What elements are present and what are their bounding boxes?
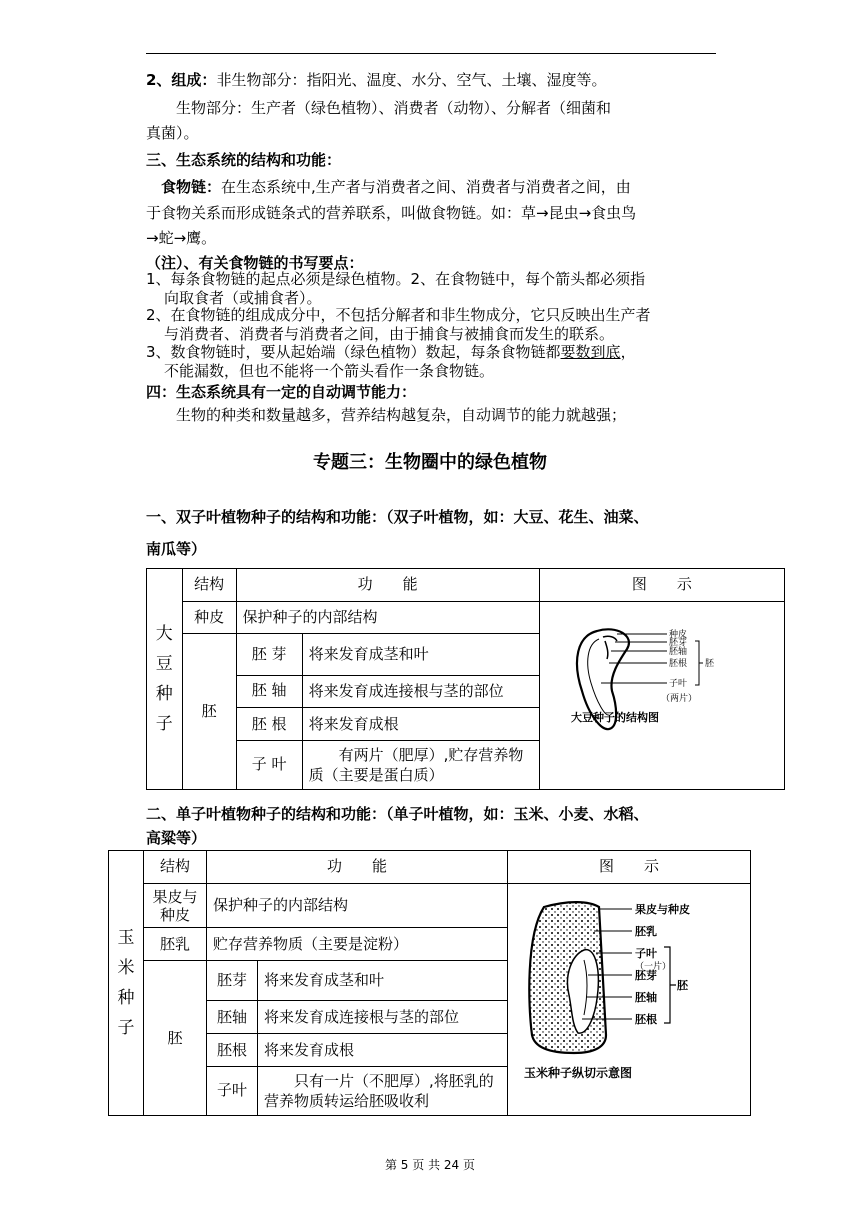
label-hypocotyl: 胚轴 [635,991,657,1005]
monocot-caption: 玉米种子纵切示意图 [524,1066,633,1081]
label-plumule: 胚芽 [635,969,657,983]
label-cotyledon: 子叶 [635,947,657,961]
dicot-col-function: 功 能 [236,569,539,602]
monocot-part-hypocotyl: 胚轴 [207,1001,258,1034]
foodchain-line-3: →蛇→鹰。 [146,229,217,247]
label-seed-coat: 种皮 [668,630,687,641]
monocot-fn-hypocotyl: 将来发育成连接根与茎的部位 [258,1001,508,1034]
monocot-table [108,850,751,1116]
monocot-heading-cont: 高粱等） [146,829,207,847]
page-total: 24 [443,1158,460,1172]
underlined-text: 要数到底 [560,343,621,361]
monocot-col-function: 功 能 [207,851,508,884]
label-embryo: 胚 [704,659,714,670]
label-radicle: 胚根 [635,1013,657,1027]
monocot-col-figure: 图 示 [508,851,751,884]
monocot-fn-radicle: 将来发育成根 [258,1034,508,1067]
dicot-part-radicle: 胚 根 [236,708,302,741]
dicot-heading: 一、双子叶植物种子的结构和功能：（双子叶植物，如：大豆、花生、油菜、 [146,508,649,526]
topic-title: 专题三：生物圈中的绿色植物 [313,452,547,473]
dicot-fn-hypocotyl: 将来发育成连接根与茎的部位 [302,675,539,708]
note-2b: 与消费者、消费者与消费者之间，由于捕食与被捕食而发生的联系。 [164,325,615,343]
dicot-figure [539,601,784,789]
monocot-part-cotyledon: 子叶 [207,1066,258,1115]
label-plumule: 胚芽 [668,638,687,649]
label-radicle: 胚根 [668,659,687,670]
dicot-caption: 大豆种子的结构图 [570,711,659,725]
dicot-embryo: 胚 [182,634,236,790]
page-footer: 第 5 页 共 24 页 [384,1158,476,1172]
monocot-figure [508,883,751,1115]
monocot-fn-plumule: 将来发育成茎和叶 [258,961,508,1001]
dicot-fn-plumule: 将来发育成茎和叶 [302,634,539,675]
note-1b: 向取食者（或捕食者）。 [164,289,322,307]
foodchain-line-2: 于食物关系而形成链条式的营养联系，叫做食物链。如：草→昆虫→食虫鸟 [146,204,637,222]
label-cotyledon: 子叶 [668,679,687,690]
dicot-seed-name: 大 豆 种 子 [147,569,183,790]
dicot-seed-coat: 种皮 [182,601,236,634]
monocot-col-structure: 结构 [144,851,207,884]
dicot-heading-cont: 南瓜等） [146,540,207,558]
foodchain-term: 食物链： [161,178,222,196]
regulation-text: 生物的种类和数量越多，营养结构越复杂，自动调节的能力就越强； [176,406,627,424]
label-two-pieces: （两片） [660,694,697,705]
label-one-piece: （一片） [635,962,672,973]
composition-living: 生物部分：生产者（绿色植物）、消费者（动物）、分解者（细菌和 [176,99,612,117]
page-number: 5 [400,1158,409,1172]
label-hypocotyl: 胚轴 [668,647,687,658]
notes-heading: （注）、有关食物链的书写要点： [146,254,364,272]
dicot-table [146,568,785,790]
dicot-part-cotyledon: 子 叶 [236,740,302,789]
foodchain-line-1: 食物链：在生态系统中,生产者与消费者之间、消费者与消费者之间，由 [161,178,631,196]
monocot-fn-cotyledon: 只有一片（不肥厚）,将胚乳的营养物质转运给胚吸收利 [258,1066,508,1115]
composition-heading: 2、组成： [146,71,217,89]
monocot-endosperm-fn: 贮存营养物质（主要是淀粉） [207,928,508,961]
dicot-part-hypocotyl: 胚 轴 [236,675,302,708]
monocot-embryo: 胚 [144,961,207,1116]
monocot-part-radicle: 胚根 [207,1034,258,1067]
dicot-col-structure: 结构 [182,569,236,602]
note-3b: 不能漏数，但也不能将一个箭头看作一条食物链。 [164,362,495,380]
label-pericarp: 果皮与种皮 [635,903,690,917]
monocot-pericarp-fn: 保护种子的内部结构 [207,883,508,928]
monocot-endosperm: 胚乳 [144,928,207,961]
composition-line [146,68,718,93]
label-embryo: 胚 [677,979,688,993]
dicot-fn-cotyledon: 有两片（肥厚）,贮存营养物质（主要是蛋白质） [302,740,539,789]
dicot-col-figure: 图 示 [539,569,784,602]
monocot-pericarp: 果皮与种皮 [144,883,207,928]
header-rule [146,53,716,54]
note-2a: 2、在食物链的组成成分中，不包括分解者和非生物成分，它只反映出生产者 [146,306,651,324]
label-endosperm: 胚乳 [635,925,657,939]
note-3a: 3、数食物链时，要从起始端（绿色植物）数起，每条食物链都要数到底， [146,343,636,361]
note-1a: 1、每条食物链的起点必须是绿色植物。2、在食物链中，每个箭头都必须指 [146,270,646,288]
dicot-seed-coat-fn: 保护种子的内部结构 [236,601,539,634]
dicot-fn-radicle: 将来发育成根 [302,708,539,741]
monocot-part-plumule: 胚芽 [207,961,258,1001]
regulation-heading: 四：生态系统具有一定的自动调节能力： [146,383,417,401]
soybean-seed-diagram [557,611,767,771]
monocot-seed-name: 玉 米 种 子 [109,851,144,1116]
composition-living-cont: 真菌）。 [146,124,199,142]
composition-nonliving: 非生物部分：指阳光、温度、水分、空气、土壤、湿度等。 [216,71,607,89]
structure-heading: 三、生态系统的结构和功能： [146,151,342,169]
corn-seed-diagram [514,895,744,1095]
monocot-heading: 二、单子叶植物种子的结构和功能：（单子叶植物，如：玉米、小麦、水稻、 [146,805,649,823]
dicot-part-plumule: 胚 芽 [236,634,302,675]
